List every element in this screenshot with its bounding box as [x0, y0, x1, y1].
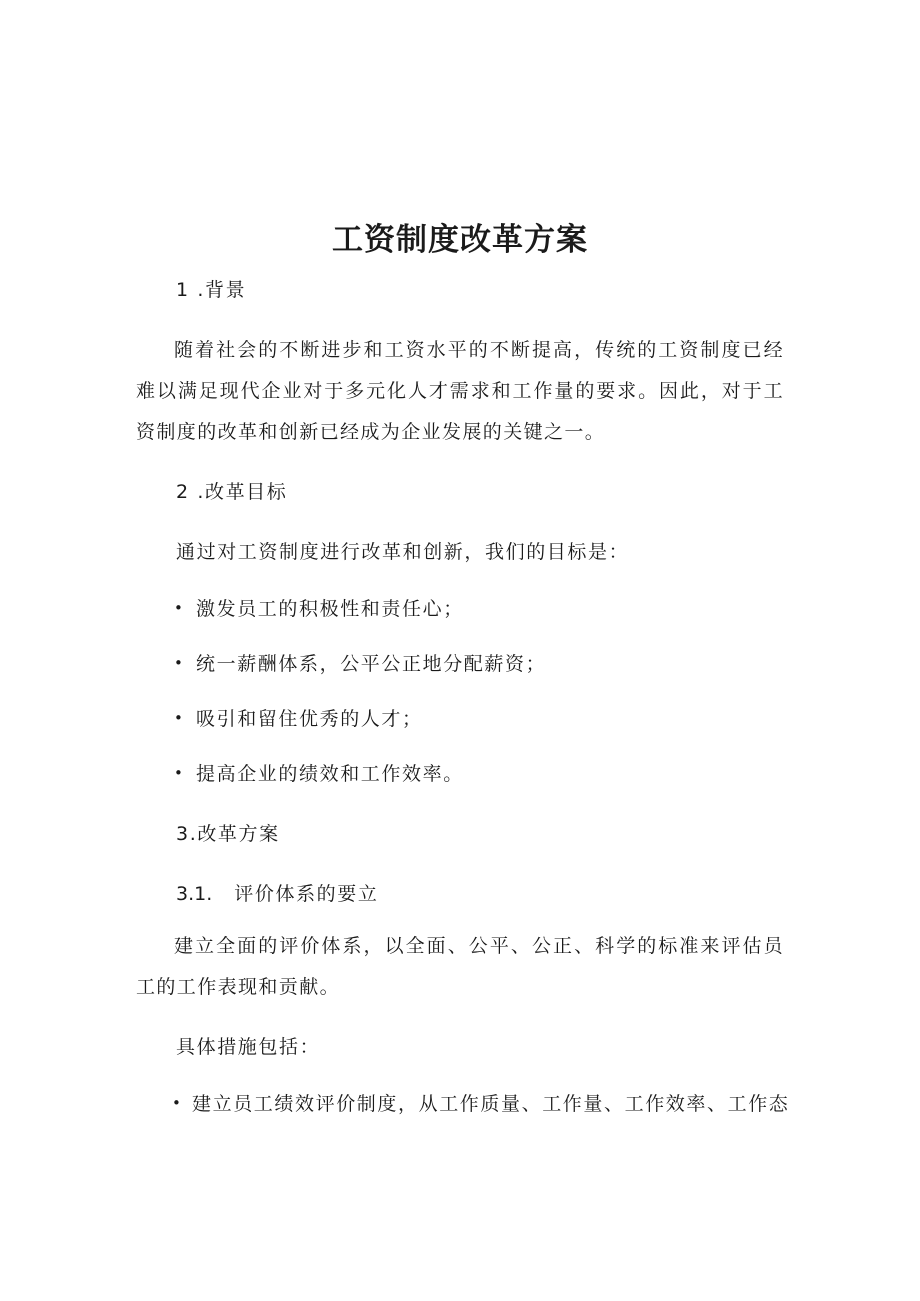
goal-bullet-text: 吸引和留住优秀的人才；: [196, 708, 423, 730]
bullet-icon: •: [174, 709, 185, 727]
goals-intro: 通过对工资制度进行改革和创新，我们的目标是：: [176, 541, 630, 563]
goal-bullet-text: 提高企业的绩效和工作效率。: [196, 763, 464, 785]
measures-intro: 具体措施包括：: [176, 1036, 321, 1058]
bullet-icon: •: [174, 764, 185, 782]
bullet-icon: •: [174, 654, 185, 672]
subsection-paragraph: 建立全面的评价体系，以全面、公平、公正、科学的标准来评估员工的工作表现和贡献。: [136, 935, 784, 998]
subsection-number: 3.1.: [176, 883, 213, 905]
document-title: 工资制度改革方案: [332, 222, 588, 258]
goal-bullet-item: [174, 594, 464, 623]
goal-bullet-item: [174, 649, 546, 678]
goal-bullet-text: 统一薪酬体系，公平公正地分配薪资；: [196, 653, 547, 675]
section-heading-background: 1 .背景: [176, 279, 247, 301]
bullet-icon: •: [174, 599, 185, 617]
subsection-heading: [176, 880, 378, 908]
background-paragraph: 随着社会的不断进步和工资水平的不断提高，传统的工资制度已经难以满足现代企业对于多元化人才需求和工作量的要求。因此，对于工资制度的改革和创新已经成为企业发展的关键之一。: [136, 339, 784, 443]
measure-bullet-item: [172, 1089, 789, 1118]
goal-bullet-item: [174, 704, 423, 733]
section-heading-plan: 3.改革方案: [176, 823, 280, 845]
measure-bullet-text: 建立员工绩效评价制度，从工作质量、工作量、工作效率、工作态: [192, 1093, 790, 1115]
subsection-title: 评价体系的要立: [234, 883, 379, 905]
bullet-icon: •: [172, 1094, 183, 1112]
goal-bullet-text: 激发员工的积极性和责任心；: [196, 598, 464, 620]
section-heading-goals: 2 .改革目标: [176, 481, 288, 503]
goal-bullet-item: [174, 759, 464, 788]
